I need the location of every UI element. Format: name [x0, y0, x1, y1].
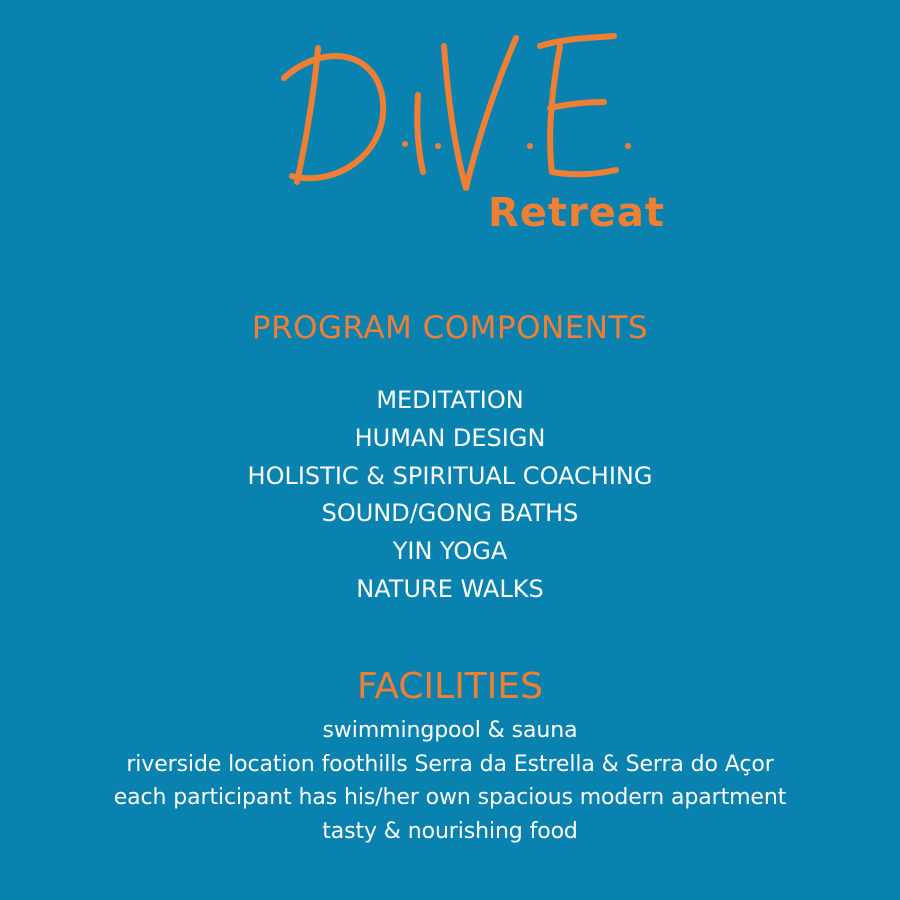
facilities-list: [0, 714, 900, 848]
program-components-heading: PROGRAM COMPONENTS: [251, 310, 649, 346]
list-item: riverside location foothills Serra da Estrella & Serra do Açor: [126, 751, 774, 777]
list-item: each participant has his/her own spacious modern apartment: [113, 785, 787, 810]
list-item: NATURE WALKS: [356, 574, 544, 603]
program-components-list: [0, 382, 900, 609]
list-item: HUMAN DESIGN: [354, 423, 546, 452]
logo: [0, 0, 900, 260]
list-item: HOLISTIC & SPIRITUAL COACHING: [247, 461, 653, 490]
logo-wordmark: [0, 0, 900, 260]
logo-subtitle: Retreat: [488, 190, 666, 236]
list-item: MEDITATION: [376, 386, 524, 414]
list-item: swimmingpool & sauna: [322, 718, 578, 743]
list-item: tasty & nourishing food: [322, 818, 578, 844]
list-item: SOUND/GONG BATHS: [321, 499, 579, 528]
facilities-heading: FACILITIES: [356, 666, 544, 707]
list-item: YIN YOGA: [392, 537, 508, 566]
